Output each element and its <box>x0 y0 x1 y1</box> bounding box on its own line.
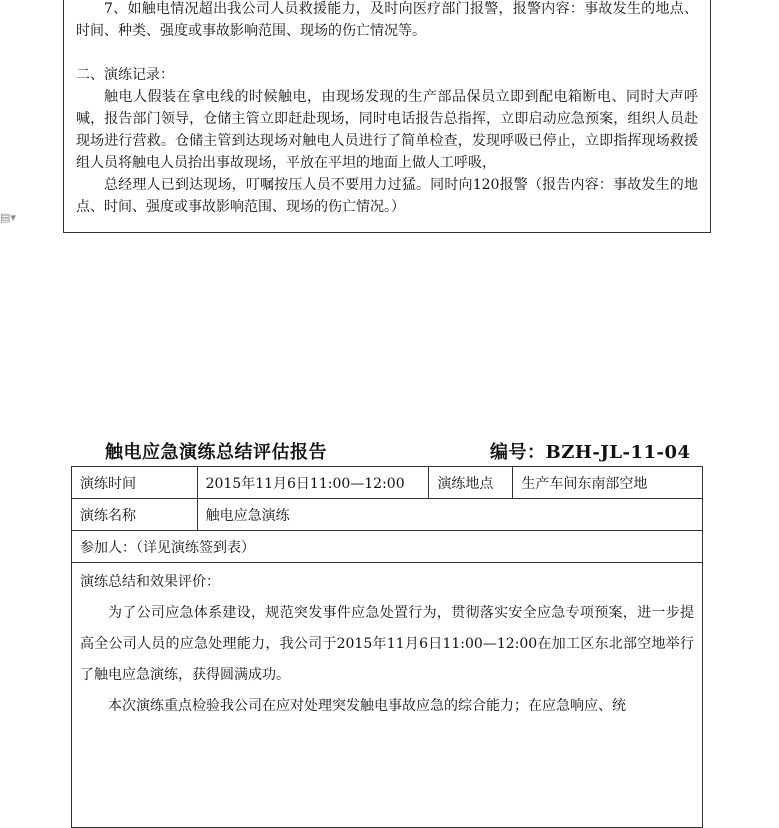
document-page-icon[interactable]: ▤▾ <box>0 211 16 224</box>
drill-record-paragraph-1: 触电人假装在拿电线的时候触电，由现场发现的生产部品保员立即到配电箱断电、同时大声呼喊，报告部门领导，仓储主管立即赶赴现场，同时电话报告总指挥，立即启动应急预案，组织人员赴现场进行营救。仓储主管到达现场对触电人员进行了简单检查，发现呼吸已停止，立即指挥现场救援组人员将触电人员抬出事故现场，平放在平坦的地面上做人工呼吸， <box>76 89 698 171</box>
item-7: 7、如触电情况超出我公司人员救援能力，及时向医疗部门报警，报警内容：事故发生的地点、时间、种类、强度或事故影响范围、现场的伤亡情况等。 <box>76 1 698 39</box>
table-row <box>72 499 703 531</box>
summary-paragraph-2: 本次演练重点检验我公司在应对处理突发触电事故应急的综合能力；在应急响应、统 <box>108 698 626 714</box>
name-value: 触电应急演练 <box>197 499 702 531</box>
place-value: 生产车间东南部空地 <box>513 467 703 499</box>
section-2-heading: 二、演练记录： <box>76 67 174 83</box>
time-value: 2015年11月6日11:00—12:00 <box>197 467 429 499</box>
table-row <box>72 563 703 828</box>
summary-paragraph-1: 为了公司应急体系建设，规范突发事件应急处置行为，贯彻落实安全应急专项预案，进一步提高全公司人员的应急处理能力，我公司于2015年11月6日11:00—12:00在加工区东北部空地举行了触电应急演练，获得圆满成功。 <box>80 605 694 683</box>
report-header <box>72 438 702 466</box>
table-row <box>72 531 703 563</box>
summary-cell <box>72 563 703 828</box>
previous-page-content <box>63 0 711 233</box>
report-code: 编号：BZH-JL-11-04 <box>490 442 691 463</box>
table-row <box>72 467 703 499</box>
report-form-table <box>71 466 703 828</box>
time-label: 演练时间 <box>72 467 198 499</box>
drill-record-paragraph-2: 总经理人已到达现场，叮嘱按压人员不要用力过猛。同时向120报警（报告内容：事故发生的地点、时间、强度或事故影响范围、现场的伤亡情况。） <box>76 177 698 215</box>
name-label: 演练名称 <box>72 499 198 531</box>
place-label: 演练地点 <box>429 467 513 499</box>
participants: 参加人：（详见演练签到表） <box>72 531 703 563</box>
report-title: 触电应急演练总结评估报告 <box>105 442 327 463</box>
summary-label: 演练总结和效果评价： <box>80 574 220 590</box>
